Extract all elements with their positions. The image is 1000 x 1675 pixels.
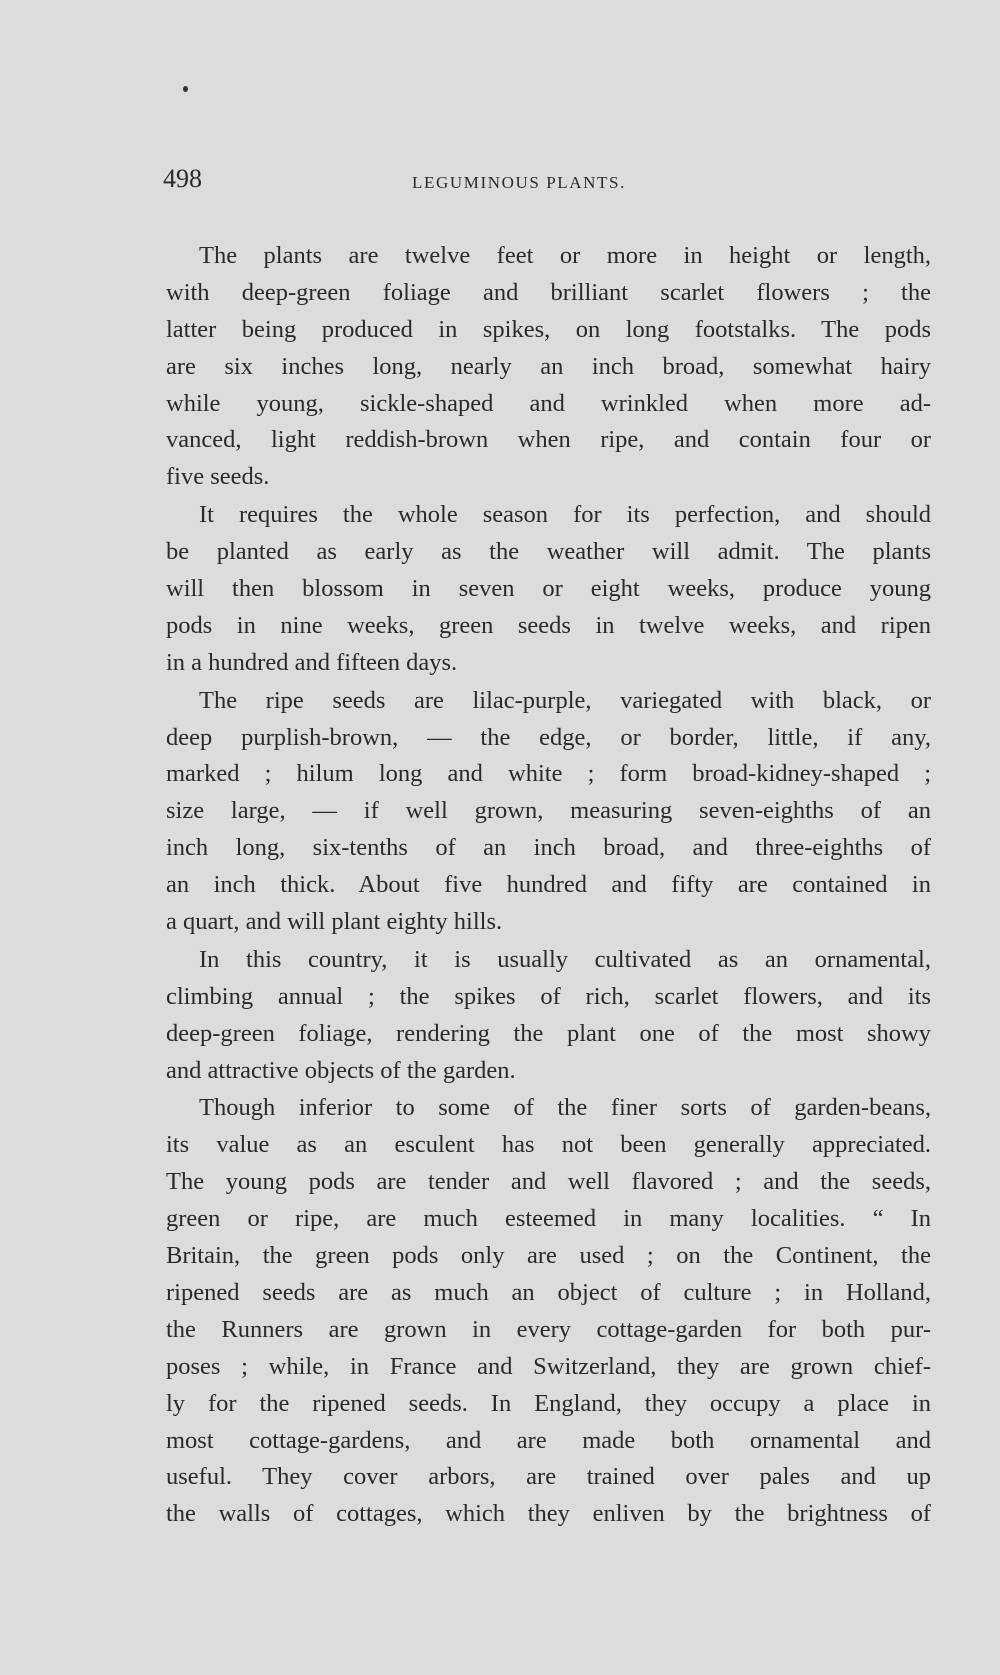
page-body <box>166 238 931 1534</box>
text-line: most cottage-gardens, and are made both ornamental and <box>166 1426 931 1454</box>
print-speck <box>183 86 188 92</box>
text-line: the walls of cottages, which they enliven by the brightness of <box>166 1500 931 1528</box>
text-line: pods in nine weeks, green seeds in twelve weeks, and ripen <box>166 611 931 639</box>
text-line: latter being produced in spikes, on long footstalks. The pods <box>166 315 931 343</box>
text-line: in a hundred and fifteen days. <box>166 648 458 676</box>
page-number: 498 <box>163 164 202 193</box>
text-line: ripened seeds are as much an object of culture ; in Holland, <box>166 1278 931 1306</box>
text-line: The plants are twelve feet or more in height or length, <box>199 242 931 269</box>
text-line: be planted as early as the weather will admit. The plants <box>166 538 931 566</box>
paragraph <box>166 238 931 496</box>
text-line: poses ; while, in France and Switzerland, they are grown chief- <box>166 1352 931 1380</box>
running-title: LEGUMINOUS PLANTS. <box>412 173 626 192</box>
text-line: Though inferior to some of the finer sorts of garden-beans, <box>199 1094 931 1122</box>
text-line: ly for the ripened seeds. In England, they occupy a place in <box>166 1389 931 1417</box>
text-line: It requires the whole season for its perfection, and should <box>199 501 931 529</box>
text-line: The young pods are tender and well flavored ; and the seeds, <box>166 1168 931 1196</box>
text-line: a quart, and will plant eighty hills. <box>166 908 503 936</box>
text-line: deep purplish-brown, — the edge, or border, little, if any, <box>166 723 931 751</box>
text-line: size large, — if well grown, measuring seven-eighths of an <box>166 797 931 825</box>
text-line: The ripe seeds are lilac-purple, variegated with black, or <box>199 686 931 714</box>
text-line: its value as an esculent has not been generally appreciated. <box>166 1131 931 1159</box>
text-line: while young, sickle-shaped and wrinkled when more ad- <box>166 389 931 417</box>
text-line: vanced, light reddish-brown when ripe, and contain four or <box>166 426 931 454</box>
paragraph <box>166 1090 931 1533</box>
text-line: and attractive objects of the garden. <box>166 1056 516 1084</box>
text-line: useful. They cover arbors, are trained over pales and up <box>166 1463 931 1491</box>
text-line: green or ripe, are much esteemed in many localities. “ In <box>166 1205 931 1233</box>
paragraph <box>166 497 931 681</box>
text-line: the Runners are grown in every cottage-garden for both pur- <box>166 1315 931 1343</box>
text-line: Britain, the green pods only are used ; on the Continent, the <box>166 1242 931 1270</box>
text-line: an inch thick. About five hundred and fifty are contained in <box>166 871 931 899</box>
text-line: climbing annual ; the spikes of rich, scarlet flowers, and its <box>166 982 931 1010</box>
text-line: are six inches long, nearly an inch broad, somewhat hairy <box>166 352 931 380</box>
text-line: deep-green foliage, rendering the plant one of the most showy <box>166 1019 931 1047</box>
text-line: marked ; hilum long and white ; form broad-kidney-shaped ; <box>166 760 931 788</box>
text-line: inch long, six-tenths of an inch broad, and three-eighths of <box>166 834 931 862</box>
text-line: In this country, it is usually cultivated as an ornamental, <box>199 945 931 973</box>
paragraph <box>166 942 931 1090</box>
text-line: with deep-green foliage and brilliant scarlet flowers ; the <box>166 278 931 306</box>
paragraph <box>166 683 931 941</box>
text-line: five seeds. <box>166 463 270 491</box>
text-line: will then blossom in seven or eight weeks, produce young <box>166 575 931 603</box>
